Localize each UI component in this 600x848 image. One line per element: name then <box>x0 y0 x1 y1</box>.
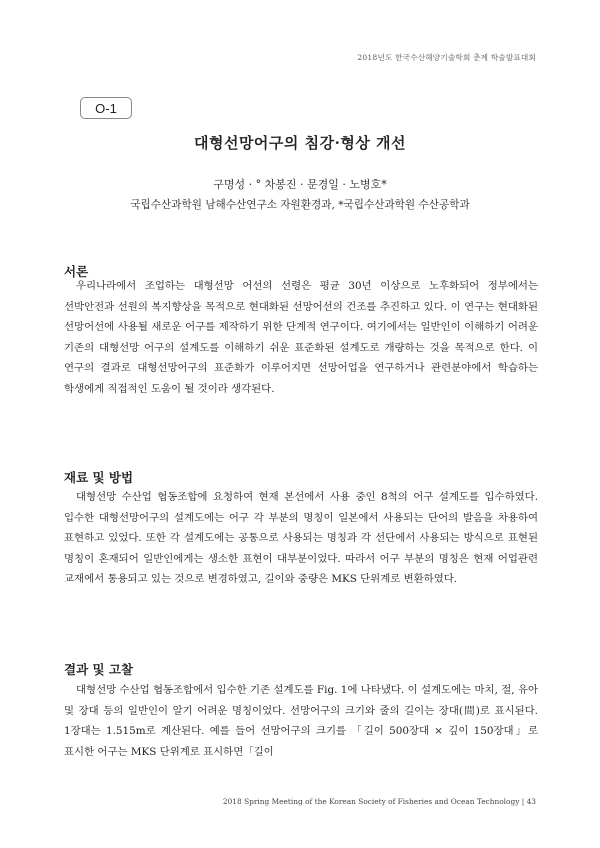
paper-affiliation: 국립수산과학원 남해수산연구소 자원환경과, *국립수산과학원 수산공학과 <box>130 199 470 211</box>
running-header: 2018년도 한국수산해양기술학회 춘계 학술발표대회 <box>357 53 536 62</box>
section-heading-introduction: 서론 <box>64 264 89 279</box>
session-badge: O-1 <box>80 97 132 119</box>
section-body-results: 대형선망 수산업 협동조합에서 입수한 기존 설계도를 Fig. 1에 나타냈다. 이 설계도에는 마치, 절, 유아 및 장대 등의 일반인이 알기 어려운 명칭이었다. 선망어구의 크기와 줄의 길이는 장대(間)로 표시된다. 1장대는 1.515m로 계산된다. 예를 들어 선망어구의 크기를 「길이 500장대 × 깊이 150장대」로 표시한 어구는 MKS 단위계로 표시하면「길이 <box>64 684 538 758</box>
section-heading-methods: 재료 및 방법 <box>64 470 134 485</box>
section-heading-results: 결과 및 고찰 <box>64 662 134 677</box>
page-footer: 2018 Spring Meeting of the Korean Society of Fisheries and Ocean Technology | 43 <box>222 797 536 806</box>
paper-title: 대형선망어구의 침강·형상 개선 <box>193 134 407 152</box>
paper-authors: 구명성 · ° 차봉진 · 문경일 · 노병호* <box>213 178 387 191</box>
section-body-methods: 대형선망 수산업 협동조합에 요청하여 현재 본선에서 사용 중인 8척의 어구 설계도를 입수하였다. 입수한 대형선망어구의 설계도에는 어구 각 부분의 명칭이 일본에서 사용되는 단어의 발음을 차용하여 표현하고 있었다. 또한 각 설계도에는 공통으로 사용되는 명칭과 각 선단에서 사용되는 방식으로 표현된 명칭이 혼재되어 일반인에게는 생소한 표현이 대부분이었다. 따라서 어구 부분의 명칭은 현재 어업관련 교재에서 통용되고 있는 것으로 변경하였고, 길이와 중량은 MKS 단위계로 변환하였다. <box>64 491 538 586</box>
section-body-introduction: 우리나라에서 조업하는 대형선망 어선의 선령은 평균 30년 이상으로 노후화되어 정부에서는 선박안전과 선원의 복지향상을 목적으로 현대화된 선망어선의 건조를 추진하고 있다. 이 연구는 현대화된 선망어선에 사용될 새로운 어구를 제작하기 위한 단계적 연구이다. 여기에서는 일반인이 이해하기 어려운 기존의 대형선망 어구의 설계도를 이해하기 쉬운 표준화된 설계도로 개량하는 것을 목적으로 한다. 이 연구의 결과로 대형선망어구의 표준화가 이루어지면 선망어업을 연구하거나 관련분야에서 학습하는 학생에게 직접적인 도움이 될 것이라 생각된다. <box>64 280 538 395</box>
